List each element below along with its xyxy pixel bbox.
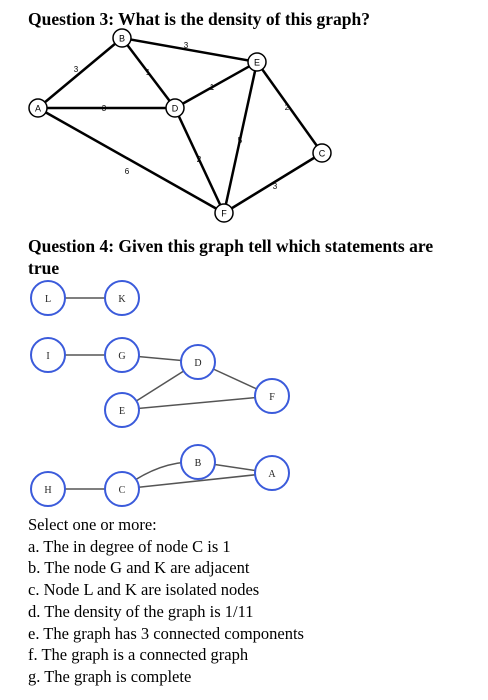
weight-B-E: 3 xyxy=(183,41,189,50)
node-L xyxy=(31,281,65,315)
svg-text:C: C xyxy=(118,485,126,496)
option-d[interactable]: d. The density of the graph is 1/11 xyxy=(28,601,254,621)
weight-D-F: 2 xyxy=(196,155,202,164)
weight-E-F: 5 xyxy=(237,136,243,145)
weight-A-B: 3 xyxy=(73,65,79,74)
option-a[interactable]: a. The in degree of node C is 1 xyxy=(28,536,231,556)
option-g[interactable]: g. The graph is complete xyxy=(28,666,192,686)
svg-text:A: A xyxy=(268,469,276,480)
weight-D-E: 1 xyxy=(209,83,215,92)
svg-text:E: E xyxy=(118,406,126,417)
svg-text:F: F xyxy=(221,208,227,219)
node-C xyxy=(105,472,139,506)
svg-text:C: C xyxy=(318,148,326,159)
node-K xyxy=(105,281,139,315)
weight-E-C: 2 xyxy=(284,103,290,112)
edge-E-F xyxy=(122,396,272,410)
svg-text:K: K xyxy=(118,294,126,305)
svg-text:E: E xyxy=(253,57,261,68)
option-b[interactable]: b. The node G and K are adjacent xyxy=(28,558,250,578)
svg-text:A: A xyxy=(34,103,42,114)
svg-text:G: G xyxy=(118,351,126,362)
node-A xyxy=(255,456,289,490)
node-H xyxy=(31,472,65,506)
select-prompt: Select one or more: xyxy=(28,515,157,534)
option-e[interactable]: e. The graph has 3 connected components xyxy=(28,623,304,643)
svg-text:D: D xyxy=(171,103,179,114)
weight-A-F: 6 xyxy=(124,167,130,176)
svg-text:L: L xyxy=(44,294,52,305)
weight-B-D: 1 xyxy=(145,68,151,77)
svg-text:D: D xyxy=(194,358,202,369)
node-I xyxy=(31,338,65,372)
svg-text:B: B xyxy=(118,33,126,44)
option-c[interactable]: c. Node L and K are isolated nodes xyxy=(28,580,260,600)
svg-text:B: B xyxy=(194,458,202,469)
option-f[interactable]: f. The graph is a connected graph xyxy=(28,645,249,665)
node-E xyxy=(105,393,139,427)
node-F xyxy=(255,379,289,413)
answer-options xyxy=(28,514,304,688)
svg-text:I: I xyxy=(46,351,50,362)
weight-F-C: 3 xyxy=(272,182,278,191)
node-D xyxy=(181,345,215,379)
question-3-title: Question 3: What is the density of this graph? xyxy=(28,9,370,29)
question-4-title: Question 4: Given this graph tell which statements are true xyxy=(28,236,434,278)
svg-text:H: H xyxy=(44,485,52,496)
node-G xyxy=(105,338,139,372)
weight-A-D: 3 xyxy=(101,104,107,113)
svg-text:F: F xyxy=(269,392,275,403)
node-B xyxy=(181,445,215,479)
